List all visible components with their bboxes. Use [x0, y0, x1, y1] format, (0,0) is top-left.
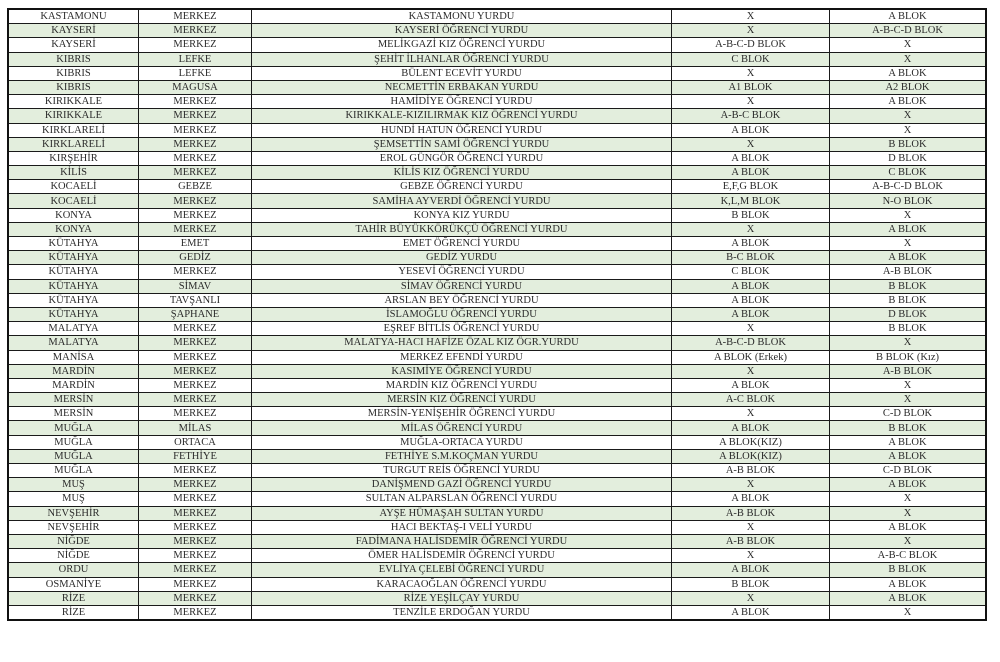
dormitory-name-cell: KIRIKKALE-KIZILIRMAK KIZ ÖĞRENCİ YURDU — [252, 109, 672, 123]
province-cell: NEVŞEHİR — [8, 520, 139, 534]
province-cell: MANİSA — [8, 350, 139, 364]
province-cell: KIRIKKALE — [8, 95, 139, 109]
block-b-cell: A BLOK — [830, 66, 987, 80]
dormitory-name-cell: HACI BEKTAŞ-I VELİ YURDU — [252, 520, 672, 534]
block-b-cell: B BLOK — [830, 279, 987, 293]
province-cell: KIBRIS — [8, 80, 139, 94]
block-a-cell: A BLOK — [672, 605, 830, 620]
block-b-cell: X — [830, 237, 987, 251]
table-row — [8, 9, 986, 24]
dormitory-name-cell: TAHİR BÜYÜKKÖRÜKÇÜ ÖĞRENCİ YURDU — [252, 222, 672, 236]
district-cell: MERKEZ — [139, 336, 252, 350]
province-cell: MERSİN — [8, 393, 139, 407]
block-b-cell: A BLOK — [830, 251, 987, 265]
dormitory-name-cell: HAMİDİYE ÖĞRENCİ YURDU — [252, 95, 672, 109]
block-a-cell: X — [672, 24, 830, 38]
dormitory-name-cell: SULTAN ALPARSLAN ÖĞRENCİ YURDU — [252, 492, 672, 506]
block-b-cell: X — [830, 38, 987, 52]
block-a-cell: A BLOK (Erkek) — [672, 350, 830, 364]
block-b-cell: X — [830, 378, 987, 392]
table-row — [8, 506, 986, 520]
table-row — [8, 222, 986, 236]
block-b-cell: X — [830, 534, 987, 548]
district-cell: MİLAS — [139, 421, 252, 435]
block-b-cell: A BLOK — [830, 9, 987, 24]
block-b-cell: B BLOK — [830, 322, 987, 336]
block-a-cell: A BLOK — [672, 279, 830, 293]
province-cell: MUĞLA — [8, 435, 139, 449]
table-row — [8, 237, 986, 251]
block-a-cell: A BLOK — [672, 151, 830, 165]
dormitory-name-cell: SAMİHA AYVERDİ ÖĞRENCİ YURDU — [252, 194, 672, 208]
table-row — [8, 378, 986, 392]
dormitory-name-cell: FETHİYE S.M.KOÇMAN YURDU — [252, 449, 672, 463]
block-b-cell: D BLOK — [830, 151, 987, 165]
province-cell: KOCAELİ — [8, 194, 139, 208]
block-b-cell: X — [830, 123, 987, 137]
block-a-cell: A1 BLOK — [672, 80, 830, 94]
block-b-cell: A BLOK — [830, 222, 987, 236]
table-row — [8, 109, 986, 123]
province-cell: MUĞLA — [8, 464, 139, 478]
province-cell: MARDİN — [8, 378, 139, 392]
dormitory-name-cell: TURGUT REİS ÖĞRENCİ YURDU — [252, 464, 672, 478]
block-b-cell: X — [830, 492, 987, 506]
province-cell: MALATYA — [8, 322, 139, 336]
block-a-cell: A-B BLOK — [672, 506, 830, 520]
province-cell: NİĞDE — [8, 534, 139, 548]
block-a-cell: A-C BLOK — [672, 393, 830, 407]
block-b-cell: A-B-C-D BLOK — [830, 24, 987, 38]
district-cell: GEDİZ — [139, 251, 252, 265]
block-a-cell: X — [672, 95, 830, 109]
table-row — [8, 421, 986, 435]
dormitory-name-cell: KARACAOĞLAN ÖĞRENCİ YURDU — [252, 577, 672, 591]
district-cell: MERKEZ — [139, 534, 252, 548]
table-row — [8, 449, 986, 463]
province-cell: KAYSERİ — [8, 24, 139, 38]
block-b-cell: A-B BLOK — [830, 364, 987, 378]
dormitory-name-cell: KAYSERİ ÖĞRENCİ YURDU — [252, 24, 672, 38]
province-cell: KOCAELİ — [8, 180, 139, 194]
block-a-cell: E,F,G BLOK — [672, 180, 830, 194]
province-cell: KIRIKKALE — [8, 109, 139, 123]
table-row — [8, 38, 986, 52]
block-b-cell: A BLOK — [830, 478, 987, 492]
table-row — [8, 24, 986, 38]
dormitory-name-cell: ARSLAN BEY ÖĞRENCİ YURDU — [252, 293, 672, 307]
block-b-cell: A2 BLOK — [830, 80, 987, 94]
block-b-cell: A-B-C BLOK — [830, 549, 987, 563]
block-b-cell: B BLOK (Kız) — [830, 350, 987, 364]
block-b-cell: C-D BLOK — [830, 407, 987, 421]
dormitory-name-cell: DANİŞMEND GAZİ ÖĞRENCİ YURDU — [252, 478, 672, 492]
district-cell: MERKEZ — [139, 38, 252, 52]
dormitory-name-cell: ŞEMSETTİN SAMİ ÖĞRENCİ YURDU — [252, 137, 672, 151]
province-cell: KIBRIS — [8, 66, 139, 80]
block-a-cell: X — [672, 591, 830, 605]
district-cell: MERKEZ — [139, 166, 252, 180]
district-cell: MERKEZ — [139, 322, 252, 336]
table-row — [8, 435, 986, 449]
dormitory-name-cell: MARDİN KIZ ÖĞRENCİ YURDU — [252, 378, 672, 392]
table-body — [8, 9, 986, 620]
district-cell: MERKEZ — [139, 350, 252, 364]
district-cell: MERKEZ — [139, 109, 252, 123]
province-cell: KONYA — [8, 222, 139, 236]
block-b-cell: B BLOK — [830, 293, 987, 307]
dormitory-name-cell: AYŞE HÜMAŞAH SULTAN YURDU — [252, 506, 672, 520]
dormitory-name-cell: EMET ÖĞRENCİ YURDU — [252, 237, 672, 251]
district-cell: MERKEZ — [139, 520, 252, 534]
province-cell: KİLİS — [8, 166, 139, 180]
district-cell: MERKEZ — [139, 137, 252, 151]
dormitory-name-cell: MİLAS ÖĞRENCİ YURDU — [252, 421, 672, 435]
block-a-cell: X — [672, 9, 830, 24]
block-a-cell: X — [672, 549, 830, 563]
district-cell: MERKEZ — [139, 364, 252, 378]
block-b-cell: A BLOK — [830, 95, 987, 109]
dormitory-name-cell: SİMAV ÖĞRENCİ YURDU — [252, 279, 672, 293]
dormitory-name-cell: KİLİS KIZ ÖĞRENCİ YURDU — [252, 166, 672, 180]
district-cell: MERKEZ — [139, 95, 252, 109]
block-a-cell: X — [672, 478, 830, 492]
table-row — [8, 52, 986, 66]
district-cell: MERKEZ — [139, 24, 252, 38]
district-cell: LEFKE — [139, 66, 252, 80]
table-row — [8, 180, 986, 194]
table-row — [8, 478, 986, 492]
district-cell: MERKEZ — [139, 265, 252, 279]
block-a-cell: A BLOK — [672, 166, 830, 180]
block-a-cell: A-B-C-D BLOK — [672, 38, 830, 52]
block-b-cell: A BLOK — [830, 520, 987, 534]
block-b-cell: D BLOK — [830, 307, 987, 321]
table-row — [8, 265, 986, 279]
district-cell: MAGUSA — [139, 80, 252, 94]
dormitory-name-cell: KASTAMONU YURDU — [252, 9, 672, 24]
dormitory-name-cell: TENZİLE ERDOĞAN YURDU — [252, 605, 672, 620]
table-row — [8, 492, 986, 506]
dormitory-name-cell: MERKEZ EFENDİ YURDU — [252, 350, 672, 364]
district-cell: MERKEZ — [139, 478, 252, 492]
block-a-cell: A BLOK — [672, 421, 830, 435]
province-cell: KÜTAHYA — [8, 251, 139, 265]
dormitory-name-cell: NECMETTİN ERBAKAN YURDU — [252, 80, 672, 94]
block-a-cell: B BLOK — [672, 208, 830, 222]
block-b-cell: C BLOK — [830, 166, 987, 180]
dormitory-name-cell: KASIMİYE ÖĞRENCİ YURDU — [252, 364, 672, 378]
block-a-cell: K,L,M BLOK — [672, 194, 830, 208]
province-cell: RİZE — [8, 591, 139, 605]
district-cell: LEFKE — [139, 52, 252, 66]
district-cell: ŞAPHANE — [139, 307, 252, 321]
table-row — [8, 563, 986, 577]
dormitory-name-cell: MUĞLA-ORTACA YURDU — [252, 435, 672, 449]
province-cell: RİZE — [8, 605, 139, 620]
block-a-cell: X — [672, 137, 830, 151]
table-row — [8, 123, 986, 137]
dormitory-name-cell: MELİKGAZİ KIZ ÖĞRENCİ YURDU — [252, 38, 672, 52]
block-a-cell: A-B-C-D BLOK — [672, 336, 830, 350]
province-cell: KÜTAHYA — [8, 265, 139, 279]
district-cell: EMET — [139, 237, 252, 251]
district-cell: TAVŞANLI — [139, 293, 252, 307]
province-cell: KÜTAHYA — [8, 307, 139, 321]
dormitory-name-cell: MERSİN KIZ ÖĞRENCİ YURDU — [252, 393, 672, 407]
province-cell: KAYSERİ — [8, 38, 139, 52]
district-cell: MERKEZ — [139, 194, 252, 208]
table-row — [8, 151, 986, 165]
province-cell: OSMANİYE — [8, 577, 139, 591]
district-cell: MERKEZ — [139, 506, 252, 520]
district-cell: MERKEZ — [139, 393, 252, 407]
dormitory-name-cell: GEBZE ÖĞRENCİ YURDU — [252, 180, 672, 194]
table-row — [8, 520, 986, 534]
block-a-cell: A-B-C BLOK — [672, 109, 830, 123]
province-cell: MALATYA — [8, 336, 139, 350]
dormitory-name-cell: HUNDİ HATUN ÖĞRENCİ YURDU — [252, 123, 672, 137]
block-b-cell: A BLOK — [830, 577, 987, 591]
district-cell: MERKEZ — [139, 605, 252, 620]
table-row — [8, 322, 986, 336]
dormitory-name-cell: EROL GÜNGÖR ÖĞRENCİ YURDU — [252, 151, 672, 165]
block-b-cell: B BLOK — [830, 563, 987, 577]
district-cell: MERKEZ — [139, 464, 252, 478]
block-a-cell: A BLOK — [672, 237, 830, 251]
table-row — [8, 95, 986, 109]
province-cell: KIRŞEHİR — [8, 151, 139, 165]
province-cell: MUĞLA — [8, 421, 139, 435]
district-cell: MERKEZ — [139, 9, 252, 24]
table-row — [8, 350, 986, 364]
block-b-cell: C-D BLOK — [830, 464, 987, 478]
province-cell: KIRKLARELİ — [8, 137, 139, 151]
block-b-cell: X — [830, 208, 987, 222]
dormitory-name-cell: FADİMANA HALİSDEMİR ÖĞRENCİ YURDU — [252, 534, 672, 548]
province-cell: KIBRIS — [8, 52, 139, 66]
dormitory-name-cell: RİZE YEŞİLÇAY YURDU — [252, 591, 672, 605]
table-row — [8, 591, 986, 605]
province-cell: NEVŞEHİR — [8, 506, 139, 520]
dormitory-name-cell: BÜLENT ECEVİT YURDU — [252, 66, 672, 80]
block-a-cell: C BLOK — [672, 265, 830, 279]
district-cell: GEBZE — [139, 180, 252, 194]
province-cell: NİĞDE — [8, 549, 139, 563]
dormitory-name-cell: MALATYA-HACI HAFİZE ÖZAL KIZ ÖGR.YURDU — [252, 336, 672, 350]
table-row — [8, 80, 986, 94]
province-cell: MUĞLA — [8, 449, 139, 463]
block-b-cell: X — [830, 336, 987, 350]
block-b-cell: X — [830, 109, 987, 123]
block-b-cell: A BLOK — [830, 435, 987, 449]
block-a-cell: A BLOK — [672, 307, 830, 321]
table-row — [8, 208, 986, 222]
dormitory-name-cell: ŞEHİT İLHANLAR ÖĞRENCİ YURDU — [252, 52, 672, 66]
table-row — [8, 194, 986, 208]
block-a-cell: X — [672, 66, 830, 80]
table-row — [8, 336, 986, 350]
block-a-cell: C BLOK — [672, 52, 830, 66]
block-a-cell: B-C BLOK — [672, 251, 830, 265]
province-cell: KIRKLARELİ — [8, 123, 139, 137]
dormitory-name-cell: ÖMER HALİSDEMİR ÖĞRENCİ YURDU — [252, 549, 672, 563]
block-a-cell: X — [672, 520, 830, 534]
province-cell: MERSİN — [8, 407, 139, 421]
table-row — [8, 605, 986, 620]
block-a-cell: X — [672, 322, 830, 336]
block-b-cell: A-B-C-D BLOK — [830, 180, 987, 194]
dormitory-name-cell: YESEVİ ÖĞRENCİ YURDU — [252, 265, 672, 279]
province-cell: ORDU — [8, 563, 139, 577]
block-b-cell: X — [830, 52, 987, 66]
block-a-cell: X — [672, 407, 830, 421]
block-a-cell: A-B BLOK — [672, 534, 830, 548]
district-cell: MERKEZ — [139, 577, 252, 591]
table-row — [8, 364, 986, 378]
block-b-cell: A BLOK — [830, 591, 987, 605]
dormitory-name-cell: EŞREF BİTLİS ÖĞRENCİ YURDU — [252, 322, 672, 336]
district-cell: MERKEZ — [139, 591, 252, 605]
province-cell: KÜTAHYA — [8, 293, 139, 307]
district-cell: ORTACA — [139, 435, 252, 449]
province-cell: KASTAMONU — [8, 9, 139, 24]
table-row — [8, 577, 986, 591]
block-b-cell: A BLOK — [830, 449, 987, 463]
table-row — [8, 307, 986, 321]
table-row — [8, 464, 986, 478]
block-b-cell: X — [830, 393, 987, 407]
table-row — [8, 534, 986, 548]
district-cell: SİMAV — [139, 279, 252, 293]
province-cell: KÜTAHYA — [8, 279, 139, 293]
table-row — [8, 166, 986, 180]
province-cell: MARDİN — [8, 364, 139, 378]
district-cell: MERKEZ — [139, 222, 252, 236]
table-row — [8, 549, 986, 563]
block-b-cell: A-B BLOK — [830, 265, 987, 279]
table-row — [8, 279, 986, 293]
block-a-cell: A BLOK — [672, 123, 830, 137]
block-a-cell: A BLOK(KIZ) — [672, 435, 830, 449]
province-cell: KONYA — [8, 208, 139, 222]
table-row — [8, 393, 986, 407]
block-a-cell: A BLOK — [672, 378, 830, 392]
district-cell: MERKEZ — [139, 151, 252, 165]
province-cell: KÜTAHYA — [8, 237, 139, 251]
dormitory-name-cell: MERSİN-YENİŞEHİR ÖĞRENCİ YURDU — [252, 407, 672, 421]
district-cell: MERKEZ — [139, 563, 252, 577]
dormitory-name-cell: KONYA KIZ YURDU — [252, 208, 672, 222]
block-a-cell: B BLOK — [672, 577, 830, 591]
block-a-cell: X — [672, 222, 830, 236]
province-cell: MUŞ — [8, 478, 139, 492]
table-row — [8, 251, 986, 265]
district-cell: MERKEZ — [139, 407, 252, 421]
district-cell: FETHİYE — [139, 449, 252, 463]
block-b-cell: X — [830, 506, 987, 520]
dormitory-name-cell: EVLİYA ÇELEBİ ÖĞRENCİ YURDU — [252, 563, 672, 577]
block-b-cell: B BLOK — [830, 421, 987, 435]
district-cell: MERKEZ — [139, 549, 252, 563]
dormitory-name-cell: GEDİZ YURDU — [252, 251, 672, 265]
block-b-cell: N-O BLOK — [830, 194, 987, 208]
district-cell: MERKEZ — [139, 123, 252, 137]
block-a-cell: A-B BLOK — [672, 464, 830, 478]
district-cell: MERKEZ — [139, 378, 252, 392]
table-row — [8, 137, 986, 151]
dormitory-table — [7, 8, 987, 621]
table-row — [8, 293, 986, 307]
block-b-cell: X — [830, 605, 987, 620]
block-a-cell: X — [672, 364, 830, 378]
district-cell: MERKEZ — [139, 492, 252, 506]
block-a-cell: A BLOK(KIZ) — [672, 449, 830, 463]
block-a-cell: A BLOK — [672, 492, 830, 506]
province-cell: MUŞ — [8, 492, 139, 506]
table-row — [8, 407, 986, 421]
district-cell: MERKEZ — [139, 208, 252, 222]
block-a-cell: A BLOK — [672, 563, 830, 577]
block-a-cell: A BLOK — [672, 293, 830, 307]
block-b-cell: B BLOK — [830, 137, 987, 151]
dormitory-name-cell: İSLAMOĞLU ÖĞRENCİ YURDU — [252, 307, 672, 321]
table-row — [8, 66, 986, 80]
